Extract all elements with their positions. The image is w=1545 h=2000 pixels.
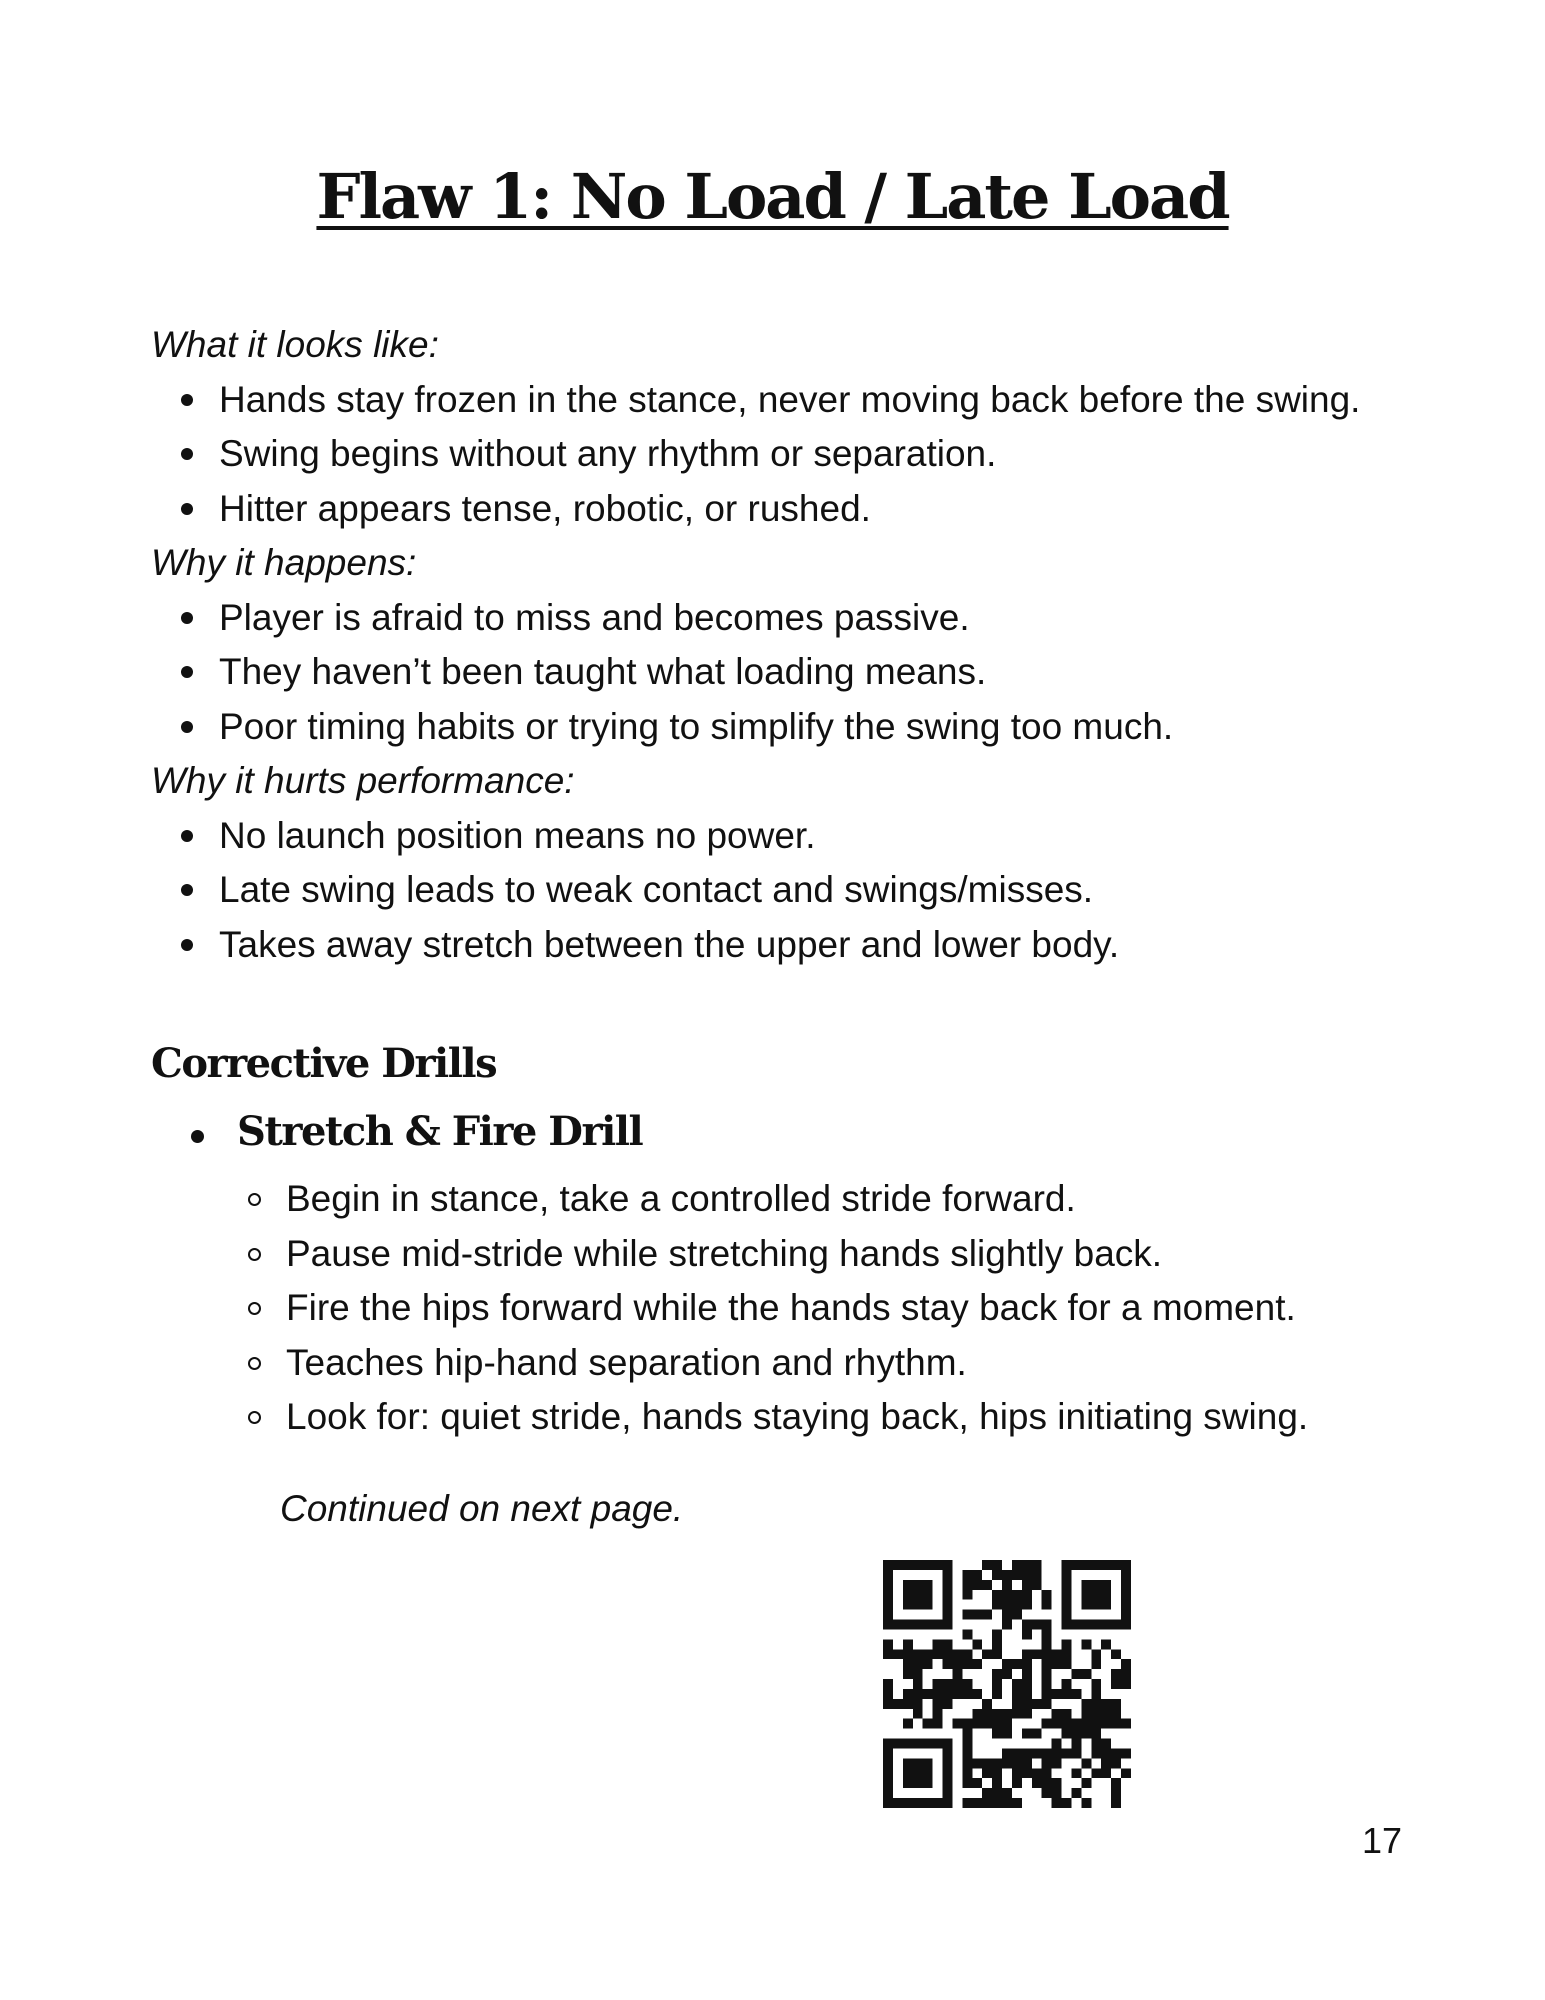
bullet-icon xyxy=(181,666,193,678)
corrective-drills-heading: Corrective Drills xyxy=(151,1040,497,1087)
list-item-text: Teaches hip-hand separation and rhythm. xyxy=(286,1341,967,1383)
why-happens-list xyxy=(151,591,1411,755)
list-item xyxy=(151,1172,1308,1227)
hollow-bullet-icon xyxy=(248,1411,261,1424)
list-item-text: Poor timing habits or trying to simplify the swing too much. xyxy=(219,705,1174,747)
bullet-icon xyxy=(181,884,193,896)
flaw-description xyxy=(151,318,1411,972)
list-item-text: No launch position means no power. xyxy=(219,814,816,856)
drill-steps-list xyxy=(151,1172,1308,1445)
qr-code-icon[interactable] xyxy=(883,1560,1131,1808)
list-item-text: Begin in stance, take a controlled stride forward. xyxy=(286,1178,1076,1219)
section-label-hurts-performance: Why it hurts performance: xyxy=(151,760,575,801)
list-item xyxy=(151,427,1411,482)
hollow-bullet-icon xyxy=(248,1193,261,1206)
list-item-text: Late swing leads to weak contact and swings/misses. xyxy=(219,869,1094,910)
bullet-icon xyxy=(181,830,193,842)
list-item-text: Hands stay frozen in the stance, never moving back before the swing. xyxy=(219,378,1361,420)
section-label-looks-like: What it looks like: xyxy=(151,324,439,365)
list-item xyxy=(151,482,1411,537)
list-item-text: Player is afraid to miss and becomes passive. xyxy=(219,596,970,638)
list-item xyxy=(151,700,1411,755)
bullet-icon xyxy=(181,394,193,406)
list-item-text: Takes away stretch between the upper and lower body. xyxy=(219,923,1120,965)
list-item xyxy=(151,1227,1308,1282)
bullet-icon xyxy=(191,1130,204,1143)
list-item xyxy=(151,1281,1308,1336)
bullet-icon xyxy=(181,612,193,624)
hollow-bullet-icon xyxy=(248,1302,261,1315)
list-item xyxy=(151,591,1411,646)
list-item xyxy=(151,1390,1308,1445)
list-item xyxy=(151,809,1411,864)
continued-note: Continued on next page. xyxy=(280,1488,684,1529)
list-item xyxy=(151,373,1411,428)
bullet-icon xyxy=(181,939,193,951)
list-item xyxy=(151,1336,1308,1391)
list-item xyxy=(151,918,1411,973)
section-label-why-happens: Why it happens: xyxy=(151,542,417,583)
list-item-text: Swing begins without any rhythm or separation. xyxy=(219,433,997,474)
list-item-text: Pause mid-stride while stretching hands slightly back. xyxy=(286,1232,1163,1274)
list-item xyxy=(151,863,1411,918)
bullet-icon xyxy=(181,721,193,733)
page-title-text: Flaw 1: No Load / Late Load xyxy=(316,160,1229,233)
page-number: 17 xyxy=(1362,1820,1403,1861)
page-title xyxy=(0,160,1545,234)
list-item-text: Look for: quiet stride, hands staying back, hips initiating swing. xyxy=(286,1396,1309,1437)
hollow-bullet-icon xyxy=(248,1248,261,1261)
list-item xyxy=(151,645,1411,700)
drill-name-text: Stretch & Fire Drill xyxy=(237,1108,643,1155)
list-item-text: They haven’t been taught what loading means. xyxy=(219,651,987,692)
hollow-bullet-icon xyxy=(248,1357,261,1370)
list-item-text: Fire the hips forward while the hands stay back for a moment. xyxy=(286,1287,1296,1328)
bullet-icon xyxy=(181,448,193,460)
drill-name xyxy=(151,1108,642,1155)
bullet-icon xyxy=(181,503,193,515)
looks-like-list xyxy=(151,373,1411,537)
list-item-text: Hitter appears tense, robotic, or rushed. xyxy=(219,487,871,529)
hurts-performance-list xyxy=(151,809,1411,973)
